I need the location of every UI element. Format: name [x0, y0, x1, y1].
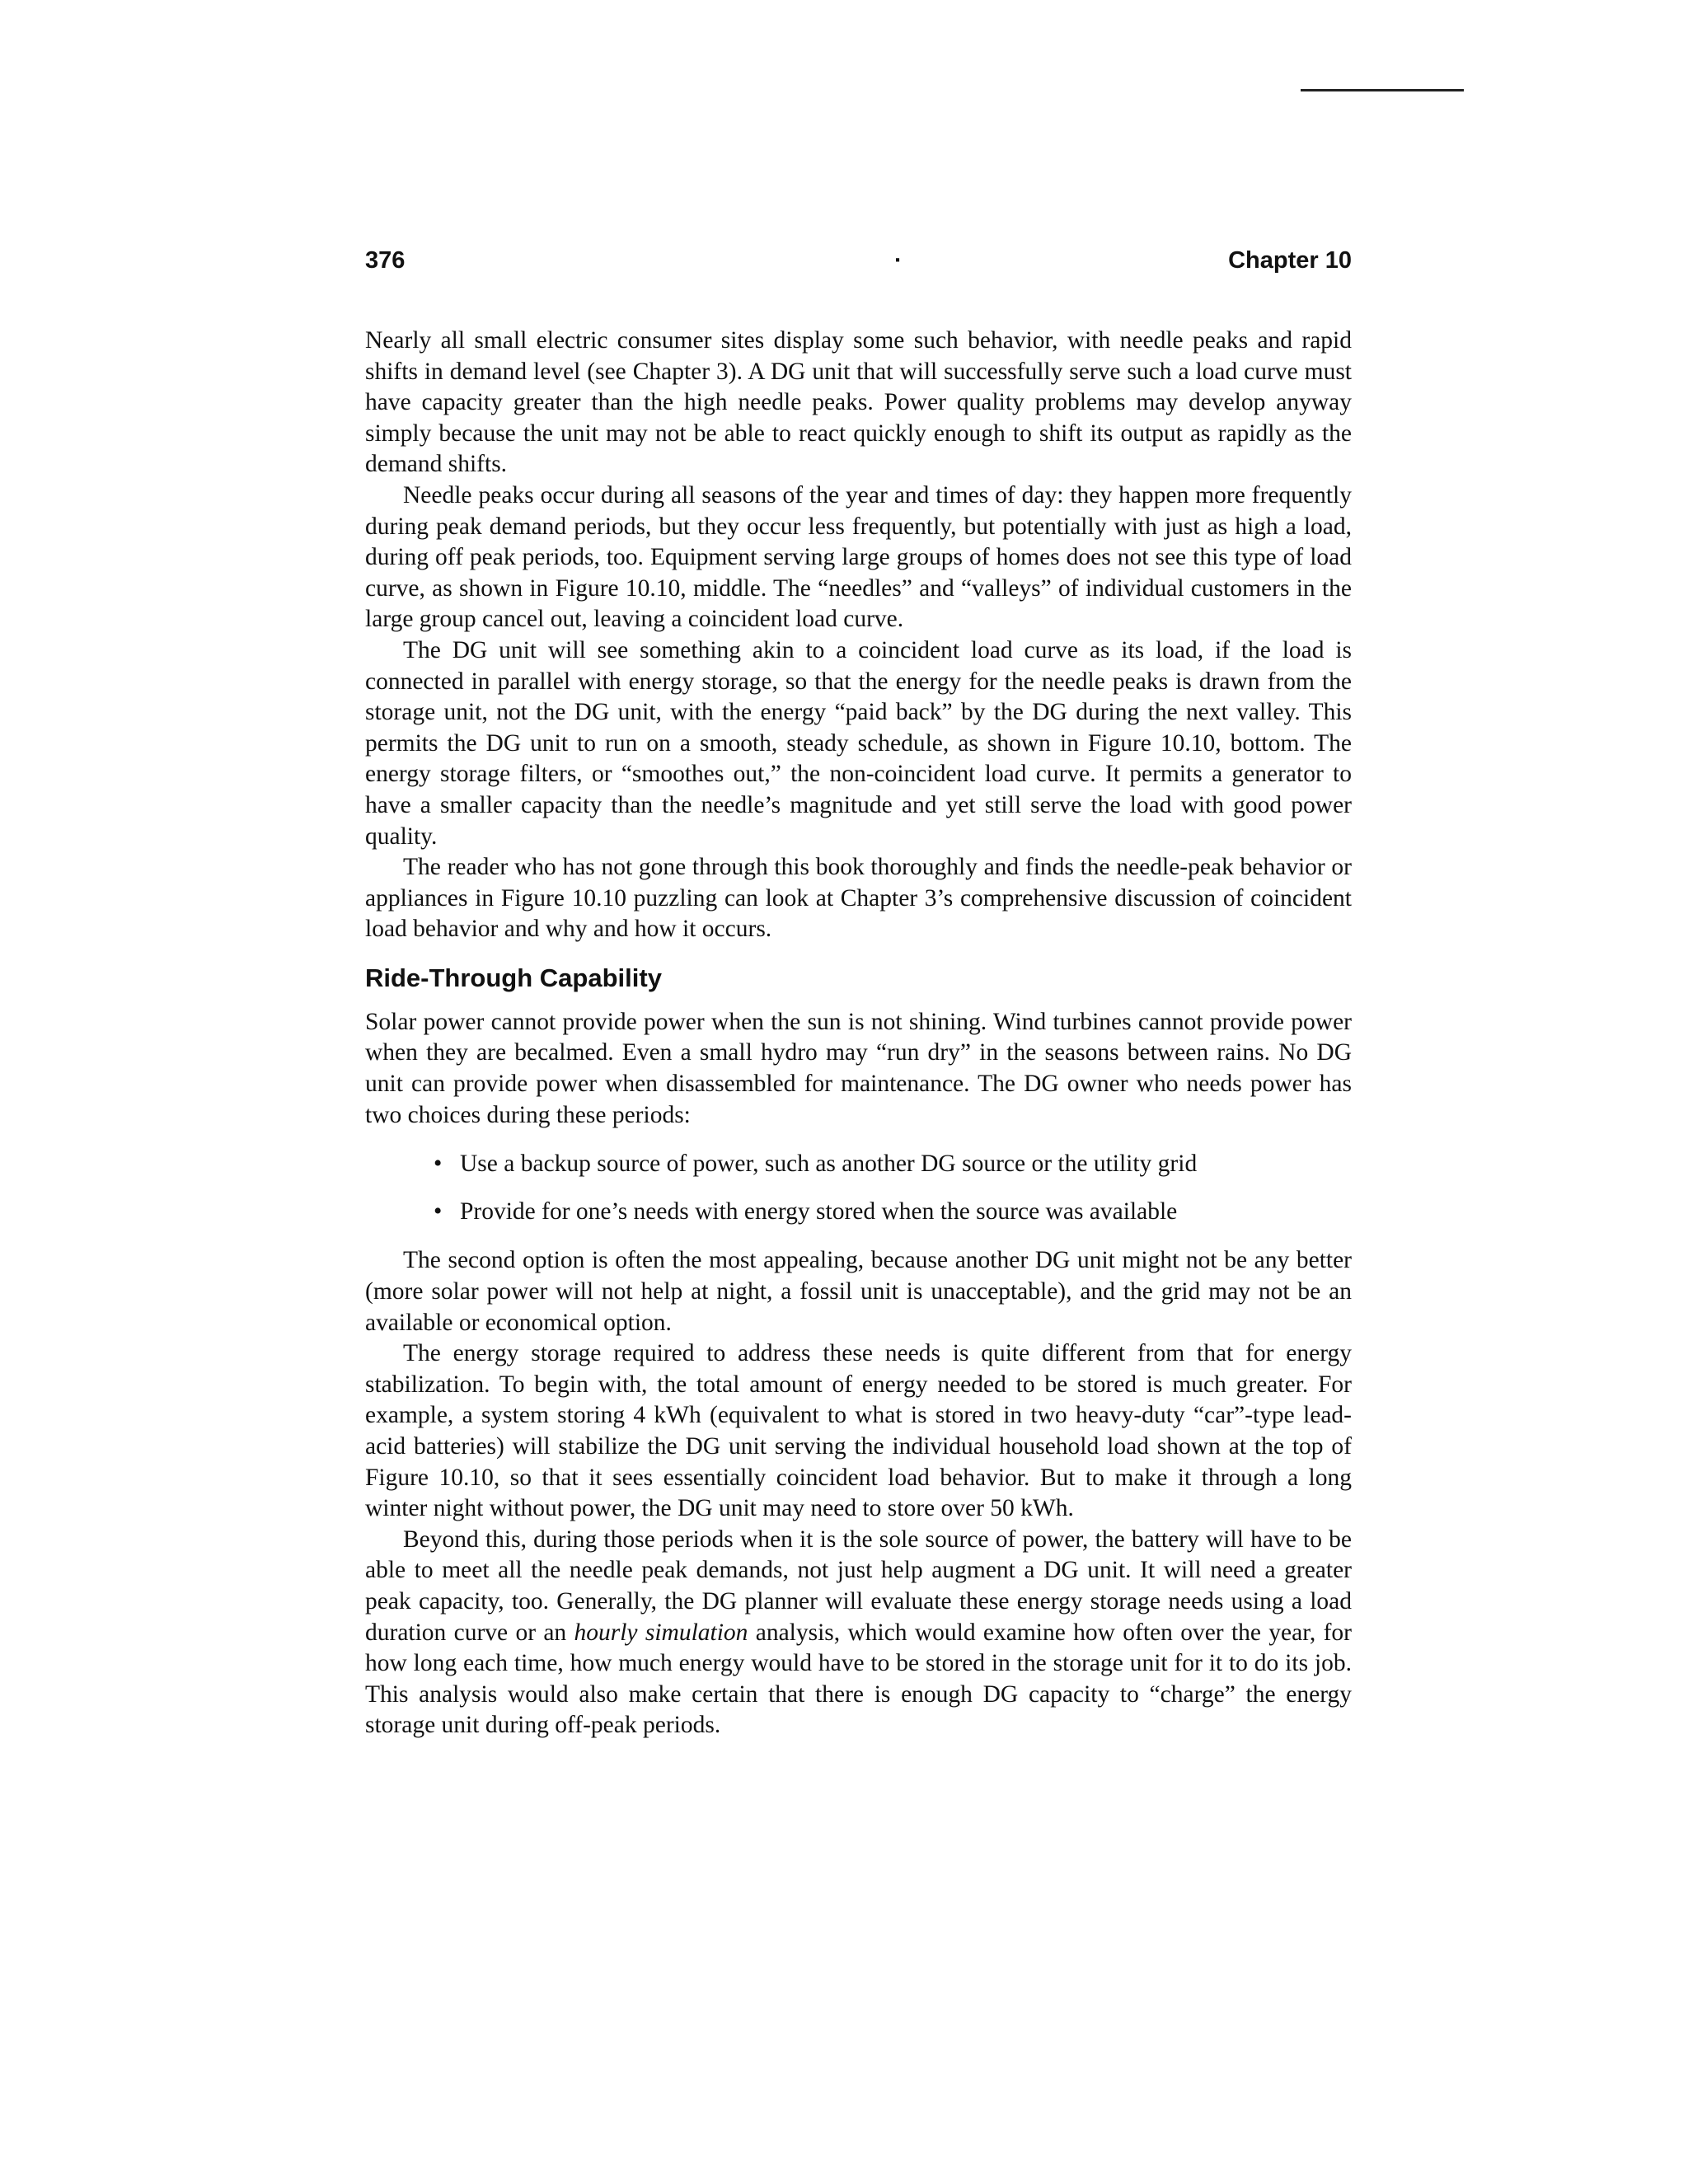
- section-heading: Ride-Through Capability: [365, 963, 662, 992]
- top-rule: [1301, 89, 1464, 91]
- bullet-mark: •: [434, 1151, 443, 1178]
- bullet-item: [434, 1149, 1246, 1180]
- paragraph: The DG unit will see something akin to a coincident load curve as its load, if the load is connected in parallel with energy storage, so that the energy for the needle peaks is drawn from the storage unit, not the DG unit, with the energy “paid back” by the DG during the next valley. This permits the DG unit to run on a smooth, steady schedule, as shown in Figure 10.10, bottom. The energy storage filters, or “smoothes out,” the non-coincident load curve. It permits a generator to have a smaller capacity than the needle’s magnitude and yet still serve the load with good power quality.: [365, 636, 1352, 850]
- paragraph: The energy storage required to address these needs is quite different from that for energy stabilization. To begin with, the total amount of energy needed to be stored is much greater. For example, a system storing 4 kWh (equivalent to what is stored in two heavy-duty “car”-type lead-acid batteries) will stabilize the DG unit serving the individual household load shown at the top of Figure 10.10, so that it sees essentially coincident load behavior. But to make it through a long winter night without power, the DG unit may need to store over 50 kWh.: [365, 1340, 1352, 1522]
- bullet-mark: •: [434, 1197, 443, 1225]
- bullet-item: [434, 1197, 1246, 1228]
- final-paragraph: [365, 1525, 1352, 1741]
- paragraph: Nearly all small electric consumer sites display some such behavior, with needle peaks and rapid shifts in demand level (see Chapter 3). A DG unit that will successfully serve such a load curve must have capacity greater than the high needle peaks. Power quality problems may develop anyway simply because the unit may not be able to react quickly enough to shift its output as rapidly as the demand shifts.: [365, 327, 1352, 478]
- bullet-text: Provide for one’s needs with energy stored when the source was available: [460, 1197, 1178, 1225]
- italic-term: hourly simulation: [574, 1619, 748, 1646]
- final-paragraph-text-end: analysis, which would examine how often over the year, for how long each time, how much energy would have to be stored in the storage unit for it to do its job. This analysis would also make certain that there is enough DG capacity to “charge” the energy storage unit during off-peak periods.: [365, 1619, 1352, 1739]
- paragraph: The second option is often the most appealing, because another DG unit might not be any better (more solar power will not help at night, a fossil unit is unacceptable), and the grid may not be an available or economical option.: [365, 1247, 1352, 1336]
- bullet-text: Use a backup source of power, such as another DG source or the utility grid: [460, 1151, 1198, 1178]
- page-number: 376: [365, 247, 406, 274]
- final-paragraph-text-start: Beyond this, during those periods when it is the sole source of power, the battery will have to be able to meet all the needle peak demands, not just help augment a DG unit. It will need a greater peak capacity, too. Generally, the DG planner will evaluate these energy storage needs using a load duration curve or an: [365, 1526, 1352, 1646]
- body-text: [365, 326, 1352, 1741]
- bullet-list: [365, 1149, 1246, 1227]
- paragraph: Needle peaks occur during all seasons of the year and times of day: they happen more frequently during peak demand periods, but they occur less frequently, but potentially with just as high a load, during off peak periods, too. Equipment serving large groups of homes does not see this type of load curve, as shown in Figure 10.10, middle. The “needles” and “valleys” of individual customers in the large group cancel out, leaving a coincident load curve.: [365, 481, 1352, 633]
- paragraph: The reader who has not gone through this book thoroughly and finds the needle-peak behavior or appliances in Figure 10.10 puzzling can look at Chapter 3’s comprehensive discussion of coincident load behavior and why and how it occurs.: [365, 854, 1352, 943]
- running-head: [365, 247, 1352, 288]
- header-dot: ·: [894, 247, 903, 274]
- section-intro-paragraph: Solar power cannot provide power when the sun is not shining. Wind turbines cannot provide power when they are becalmed. Even a small hydro may “run dry” in the seasons between rains. No DG unit can provide power when disassembled for maintenance. The DG owner who needs power has two choices during these periods:: [365, 1008, 1352, 1128]
- chapter-label: Chapter 10: [1228, 247, 1352, 274]
